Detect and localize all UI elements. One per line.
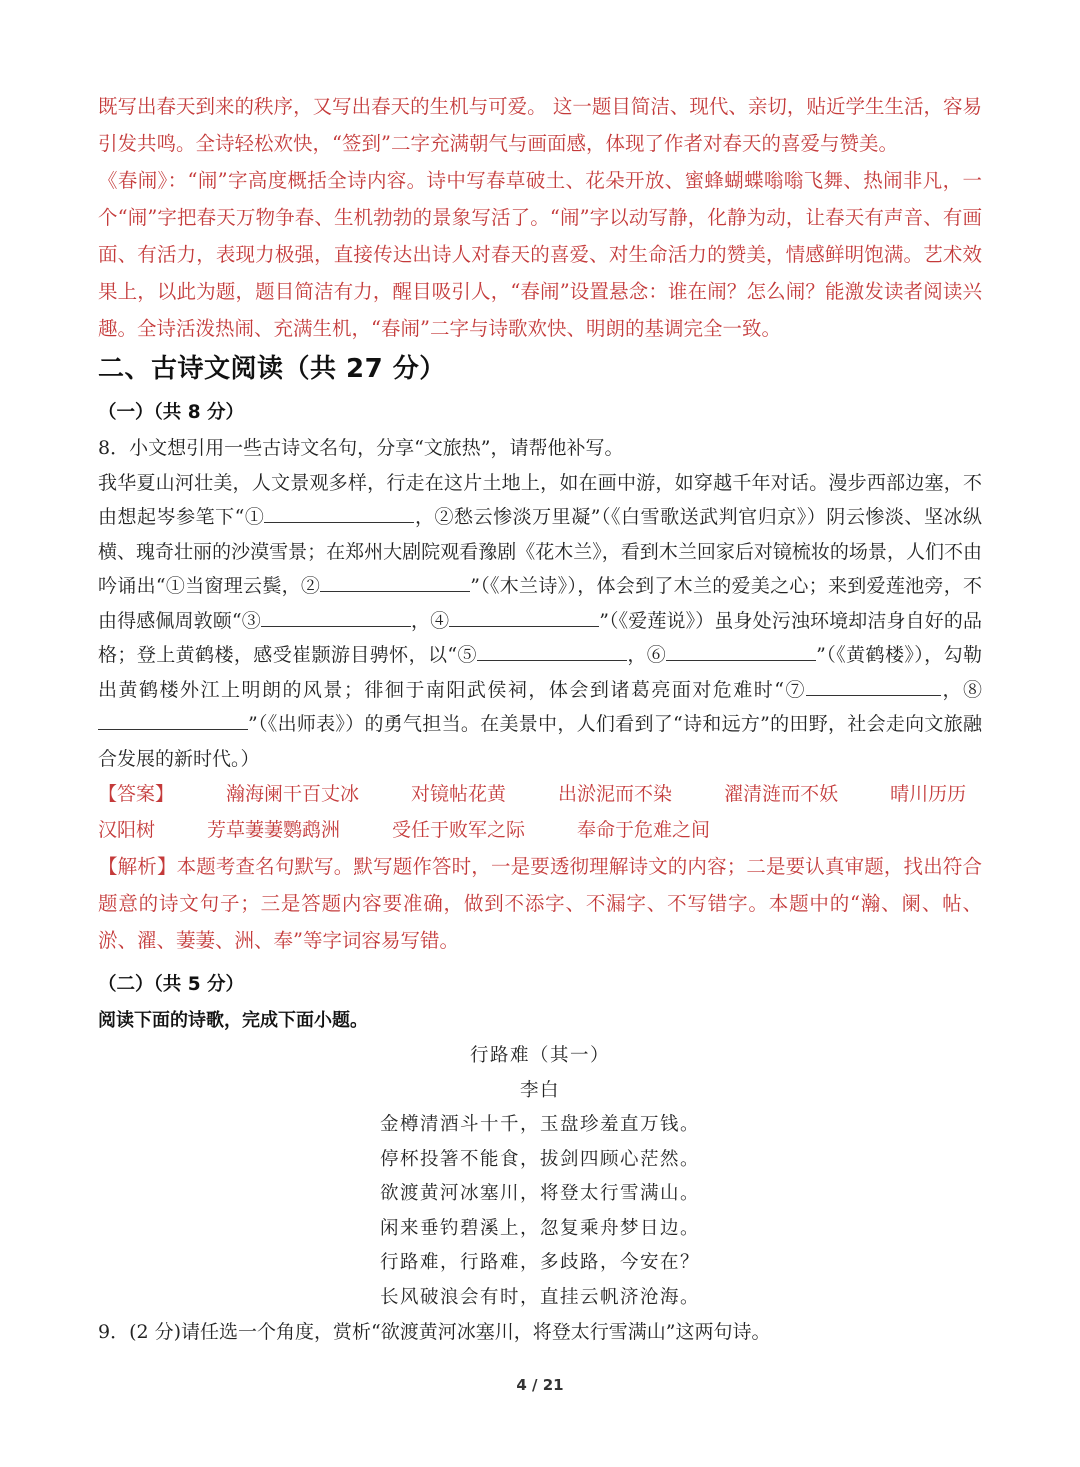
fill-blank-4[interactable] (449, 604, 599, 627)
answer-item: 瀚海阑干百丈冰 (226, 783, 360, 805)
answer-item: 对镜帖花黄 (411, 783, 507, 805)
answer-block (98, 776, 982, 848)
poem-line: 闲来垂钓碧溪上，忽复乘舟梦日边。 (379, 1217, 700, 1239)
answer-item: 出淤泥而不染 (558, 783, 673, 805)
page-content (98, 88, 982, 1350)
poem-title: 行路难（其一） (469, 1045, 610, 1066)
poem-line: 停杯投箸不能食，拔剑四顾心茫然。 (379, 1148, 700, 1170)
fill-blank-1[interactable] (264, 500, 414, 523)
poem-line: 长风破浪会有时，直挂云帆济沧海。 (379, 1286, 700, 1308)
fill-blank-3[interactable] (261, 604, 411, 627)
fill-blank-5[interactable] (477, 638, 627, 661)
page-number: 4 / 21 (516, 1376, 564, 1394)
reading-instruction: 阅读下面的诗歌，完成下面小题。 (98, 1010, 368, 1031)
passage-text-8: ，⑧ (941, 678, 982, 701)
fill-blank-7[interactable] (806, 673, 941, 696)
fill-blank-8[interactable] (98, 707, 248, 730)
passage-text-7: ”（《黄鹤楼》），勾勒出黄鹤楼外江上明朗的风景；徘徊于南阳武侯祠，体会到诸葛亮面对危难时“⑦ (98, 644, 982, 701)
passage-text-6: ，⑥ (626, 644, 667, 666)
question-8-passage (98, 466, 982, 777)
answer-item: 濯清涟而不妖 (724, 783, 839, 805)
poem-author: 李白 (519, 1079, 560, 1101)
answer-item: 芳草萋萋鹦鹉洲 (207, 819, 341, 841)
fill-blank-6[interactable] (666, 638, 816, 661)
answer-tag: 【答案】 (98, 783, 175, 805)
answer-item: 受任于败军之际 (392, 819, 526, 841)
part-two-heading: （二）（共 5 分） (98, 974, 245, 995)
answer-item: 奉命于危难之间 (577, 819, 711, 841)
question-8-analysis: 【解析】本题考查名句默写。默写题作答时，一是要透彻理解诗文的内容；二是要认真审题，找出符合题意的诗文句子；三是答题内容要准确，做到不添字、不漏字、不写错字。本题中的“瀚、阑、帖、淤、濯、萋萋、洲、奉”等字词容易写错。 (98, 855, 982, 952)
section-title: 二、古诗文阅读（共 27 分） (98, 354, 446, 384)
fill-blank-2[interactable] (320, 569, 470, 592)
part-one-heading: （一）（共 8 分） (98, 402, 245, 423)
passage-text-2: ，②愁云惨淡万里凝”（《白雪歌送武判官归京》）阴云惨淡、坚冰纵横、瑰奇壮丽的沙漠雪景；在郑州大剧院观看豫剧《花木兰》，看到木兰回家后对镜梳妆的场景，人们不由吟诵出“①当窗理云鬓，② (98, 506, 982, 597)
question-8-stem: 8．小文想引用一些古诗文名句，分享“文旅热”，请帮他补写。 (98, 437, 624, 459)
poem-line: 金樽清酒斗十千，玉盘珍羞直万钱。 (379, 1114, 700, 1135)
analysis-paragraph-spring-checkin: 既写出春天到来的秩序，又写出春天的生机与可爱。 这一题目简洁、现代、亲切，贴近学生生活，容易引发共鸣。全诗轻松欢快，“签到”二字充满朝气与画面感，体现了作者对春天的喜爱与赞美。 (98, 95, 982, 155)
passage-text-1: 我华夏山河壮美，人文景观多样，行走在这片土地上，如在画中游，如穿越千年对话。漫步西部边塞，不由想起岑参笔下“① (98, 471, 982, 528)
passage-text-4: ，④ (410, 609, 450, 632)
passage-text-3: ”（《木兰诗》），体会到了木兰的爱美之心；来到爱莲池旁，不由得感佩周敦颐“③ (98, 575, 982, 632)
poem-line: 欲渡黄河冰塞川，将登太行雪满山。 (379, 1183, 700, 1204)
answer-item: 晴川历历汉阳树 (98, 783, 967, 841)
passage-text-5: ”（《爱莲说》）虽身处污浊环境却洁身自好的品格；登上黄鹤楼，感受崔颢游目骋怀，以“⑤ (98, 609, 982, 666)
poem-block (98, 1039, 982, 1315)
poem-line: 行路难，行路难，多歧路，今安在？ (379, 1252, 700, 1273)
question-9: 9．(2 分)请任选一个角度，赏析“欲渡黄河冰塞川，将登太行雪满山”这两句诗。 (98, 1321, 771, 1343)
analysis-paragraph-spring-bustle: 《春闹》：“闹”字高度概括全诗内容。诗中写春草破土、花朵开放、蜜蜂蝴蝶嗡嗡飞舞、热闹非凡，一个“闹”字把春天万物争春、生机勃勃的景象写活了。“闹”字以动写静，化静为动，让春天有声音、有画面、有活力，表现力极强，直接传达出诗人对春天的喜爱、对生命活力的赞美，情感鲜明饱满。艺术效果上，以此为题，题目简洁有力，醒目吸引人，“春闹”设置悬念：谁在闹？怎么闹？能激发读者阅读兴趣。全诗活泼热闹、充满生机，“春闹”二字与诗歌欢快、明朗的基调完全一致。 (98, 169, 982, 340)
passage-text-9: ”（《出师表》）的勇气担当。在美景中，人们看到了“诗和远方”的田野，社会走向文旅融合发展的新时代。） (98, 713, 982, 770)
